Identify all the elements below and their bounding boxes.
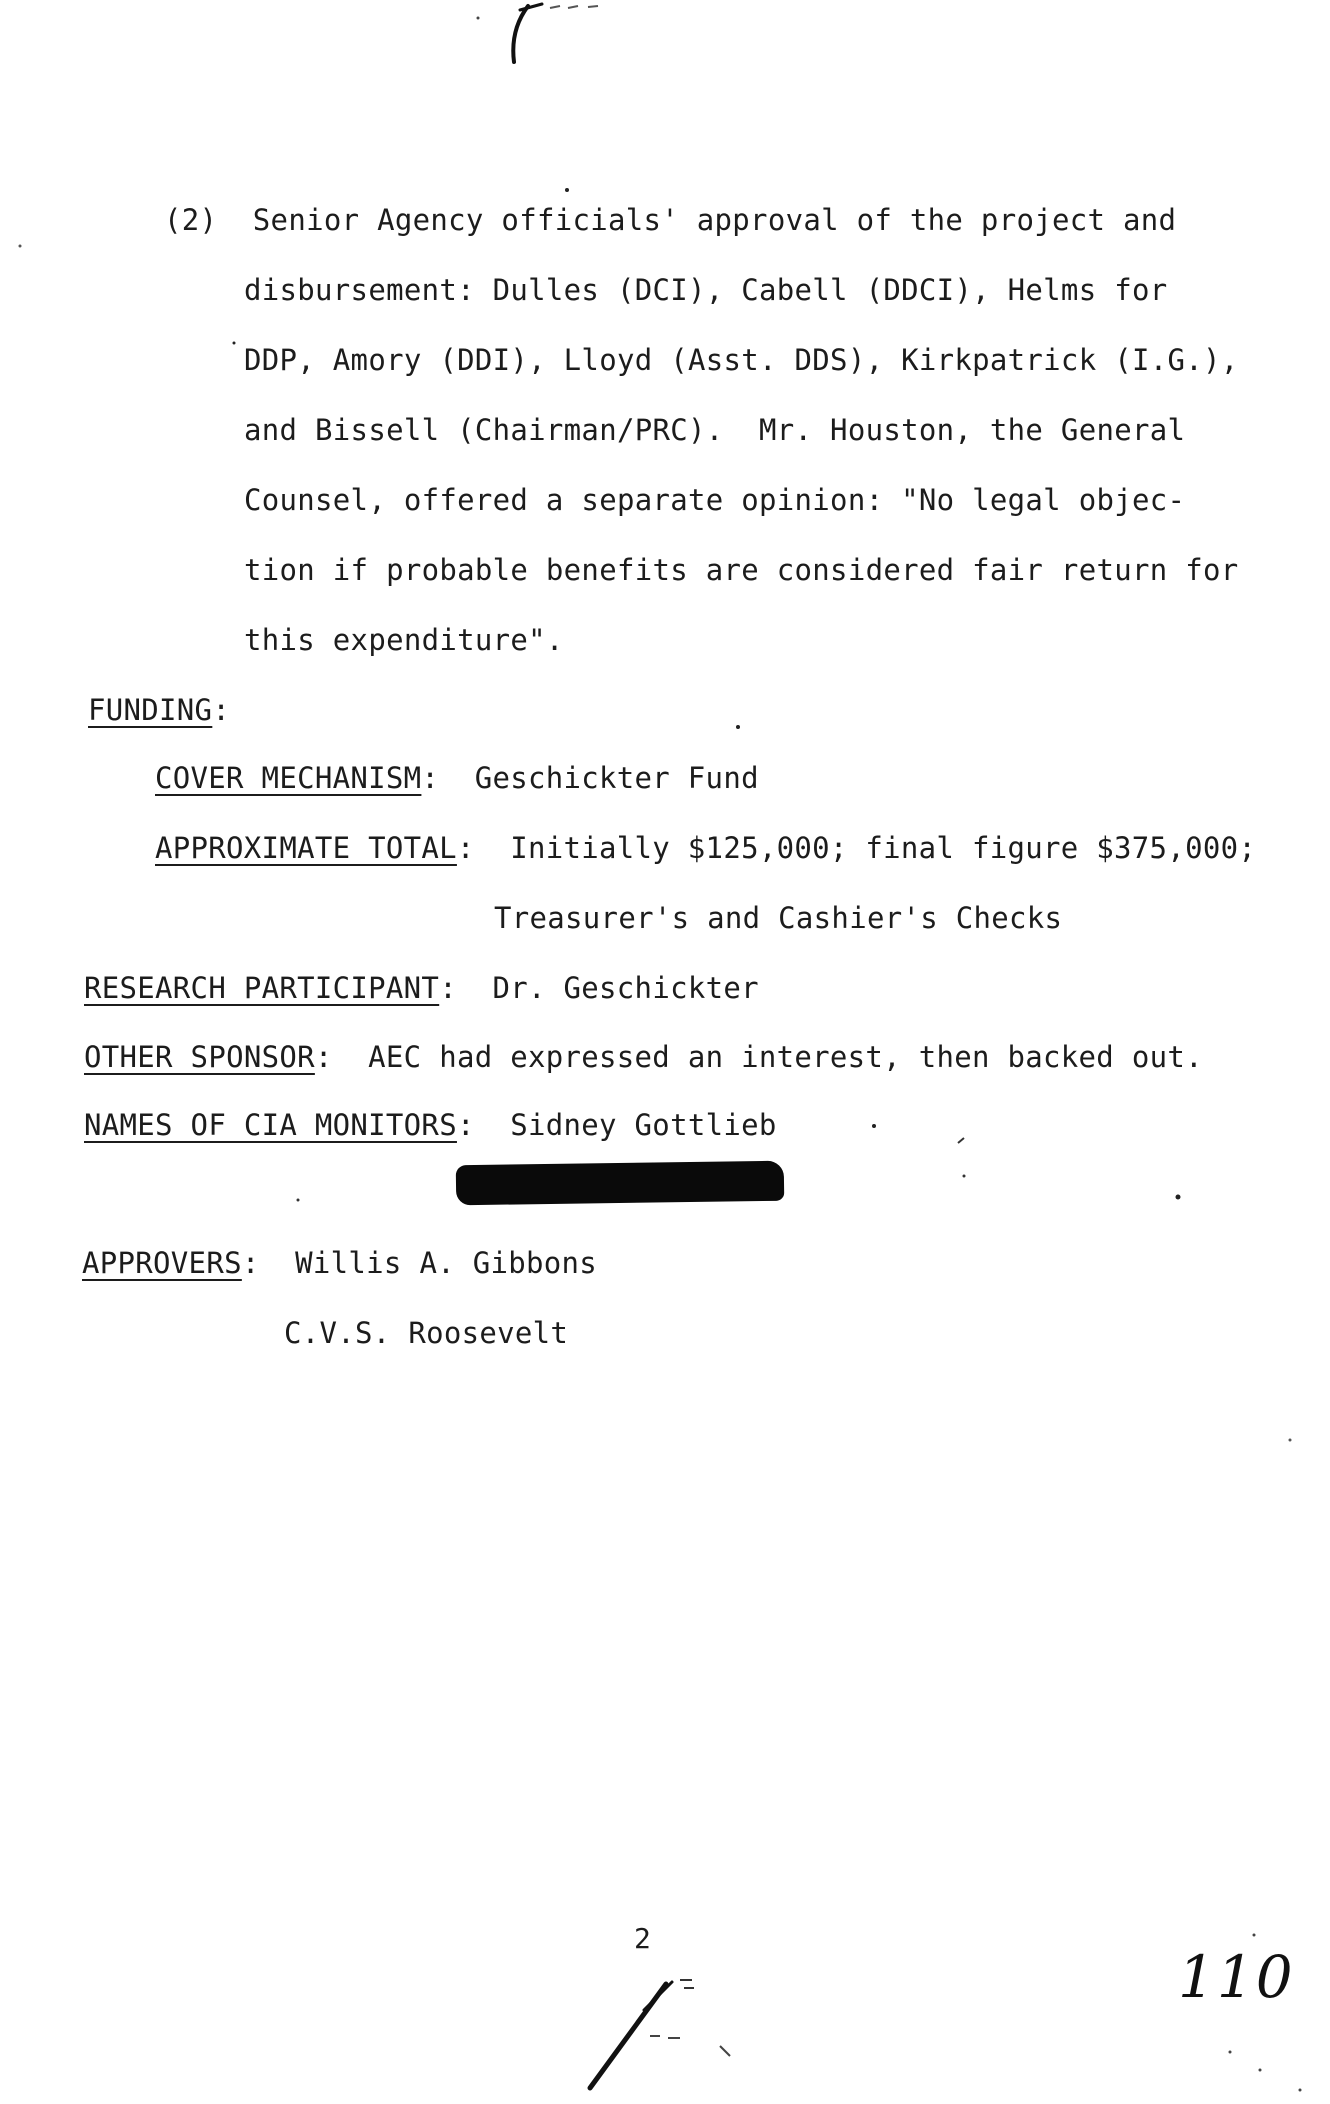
research-participant-label: RESEARCH PARTICIPANT <box>84 971 440 1005</box>
handwritten-page-number: 110 <box>1178 1943 1295 2011</box>
cover-mechanism-row: COVER MECHANISM: Geschickter Fund <box>155 761 759 795</box>
funding-label: FUNDING <box>88 693 213 727</box>
approximate-total-value-cont: Treasurer's and Cashier's Checks <box>494 901 1063 935</box>
other-sponsor-label: OTHER SPONSOR <box>84 1040 315 1074</box>
page-number: 2 <box>634 1922 651 1955</box>
funding-heading: FUNDING: <box>88 693 231 727</box>
approver-name-2: C.V.S. Roosevelt <box>284 1316 569 1350</box>
approver-name-1: Willis A. Gibbons <box>295 1246 598 1280</box>
approvers-row: APPROVERS: Willis A. Gibbons <box>82 1246 598 1280</box>
approval-line-1: (2) Senior Agency officials' approval of the project and <box>164 203 1177 237</box>
other-sponsor-value: AEC had expressed an interest, then backed out. <box>368 1040 1203 1074</box>
approval-line-5: Counsel, offered a separate opinion: "No legal objec- <box>244 483 1186 517</box>
approximate-total-value: Initially $125,000; final figure $375,000; <box>510 831 1257 865</box>
approval-line-6: tion if probable benefits are considered fair return for <box>244 553 1239 587</box>
cia-monitors-label: NAMES OF CIA MONITORS <box>84 1108 457 1142</box>
research-participant-value: Dr. Geschickter <box>492 971 759 1005</box>
approval-line-3: DDP, Amory (DDI), Lloyd (Asst. DDS), Kirkpatrick (I.G.), <box>244 343 1239 377</box>
other-sponsor-row: OTHER SPONSOR: AEC had expressed an interest, then backed out. <box>84 1040 1203 1074</box>
approval-line-4: and Bissell (Chairman/PRC). Mr. Houston, the General <box>244 413 1186 447</box>
research-participant-row: RESEARCH PARTICIPANT: Dr. Geschickter <box>84 971 759 1005</box>
approximate-total-label: APPROXIMATE TOTAL <box>155 831 457 865</box>
approximate-total-row: APPROXIMATE TOTAL: Initially $125,000; final figure $375,000; <box>155 831 1257 865</box>
cia-monitors-value: Sidney Gottlieb <box>510 1108 777 1142</box>
approval-line-7: this expenditure". <box>244 623 564 657</box>
cover-mechanism-value: Geschickter Fund <box>474 761 759 795</box>
cia-monitors-row: NAMES OF CIA MONITORS: Sidney Gottlieb <box>84 1108 777 1142</box>
approvers-label: APPROVERS <box>82 1246 242 1280</box>
cover-mechanism-label: COVER MECHANISM <box>155 761 422 795</box>
approval-line-2: disbursement: Dulles (DCI), Cabell (DDCI), Helms for <box>244 273 1168 307</box>
